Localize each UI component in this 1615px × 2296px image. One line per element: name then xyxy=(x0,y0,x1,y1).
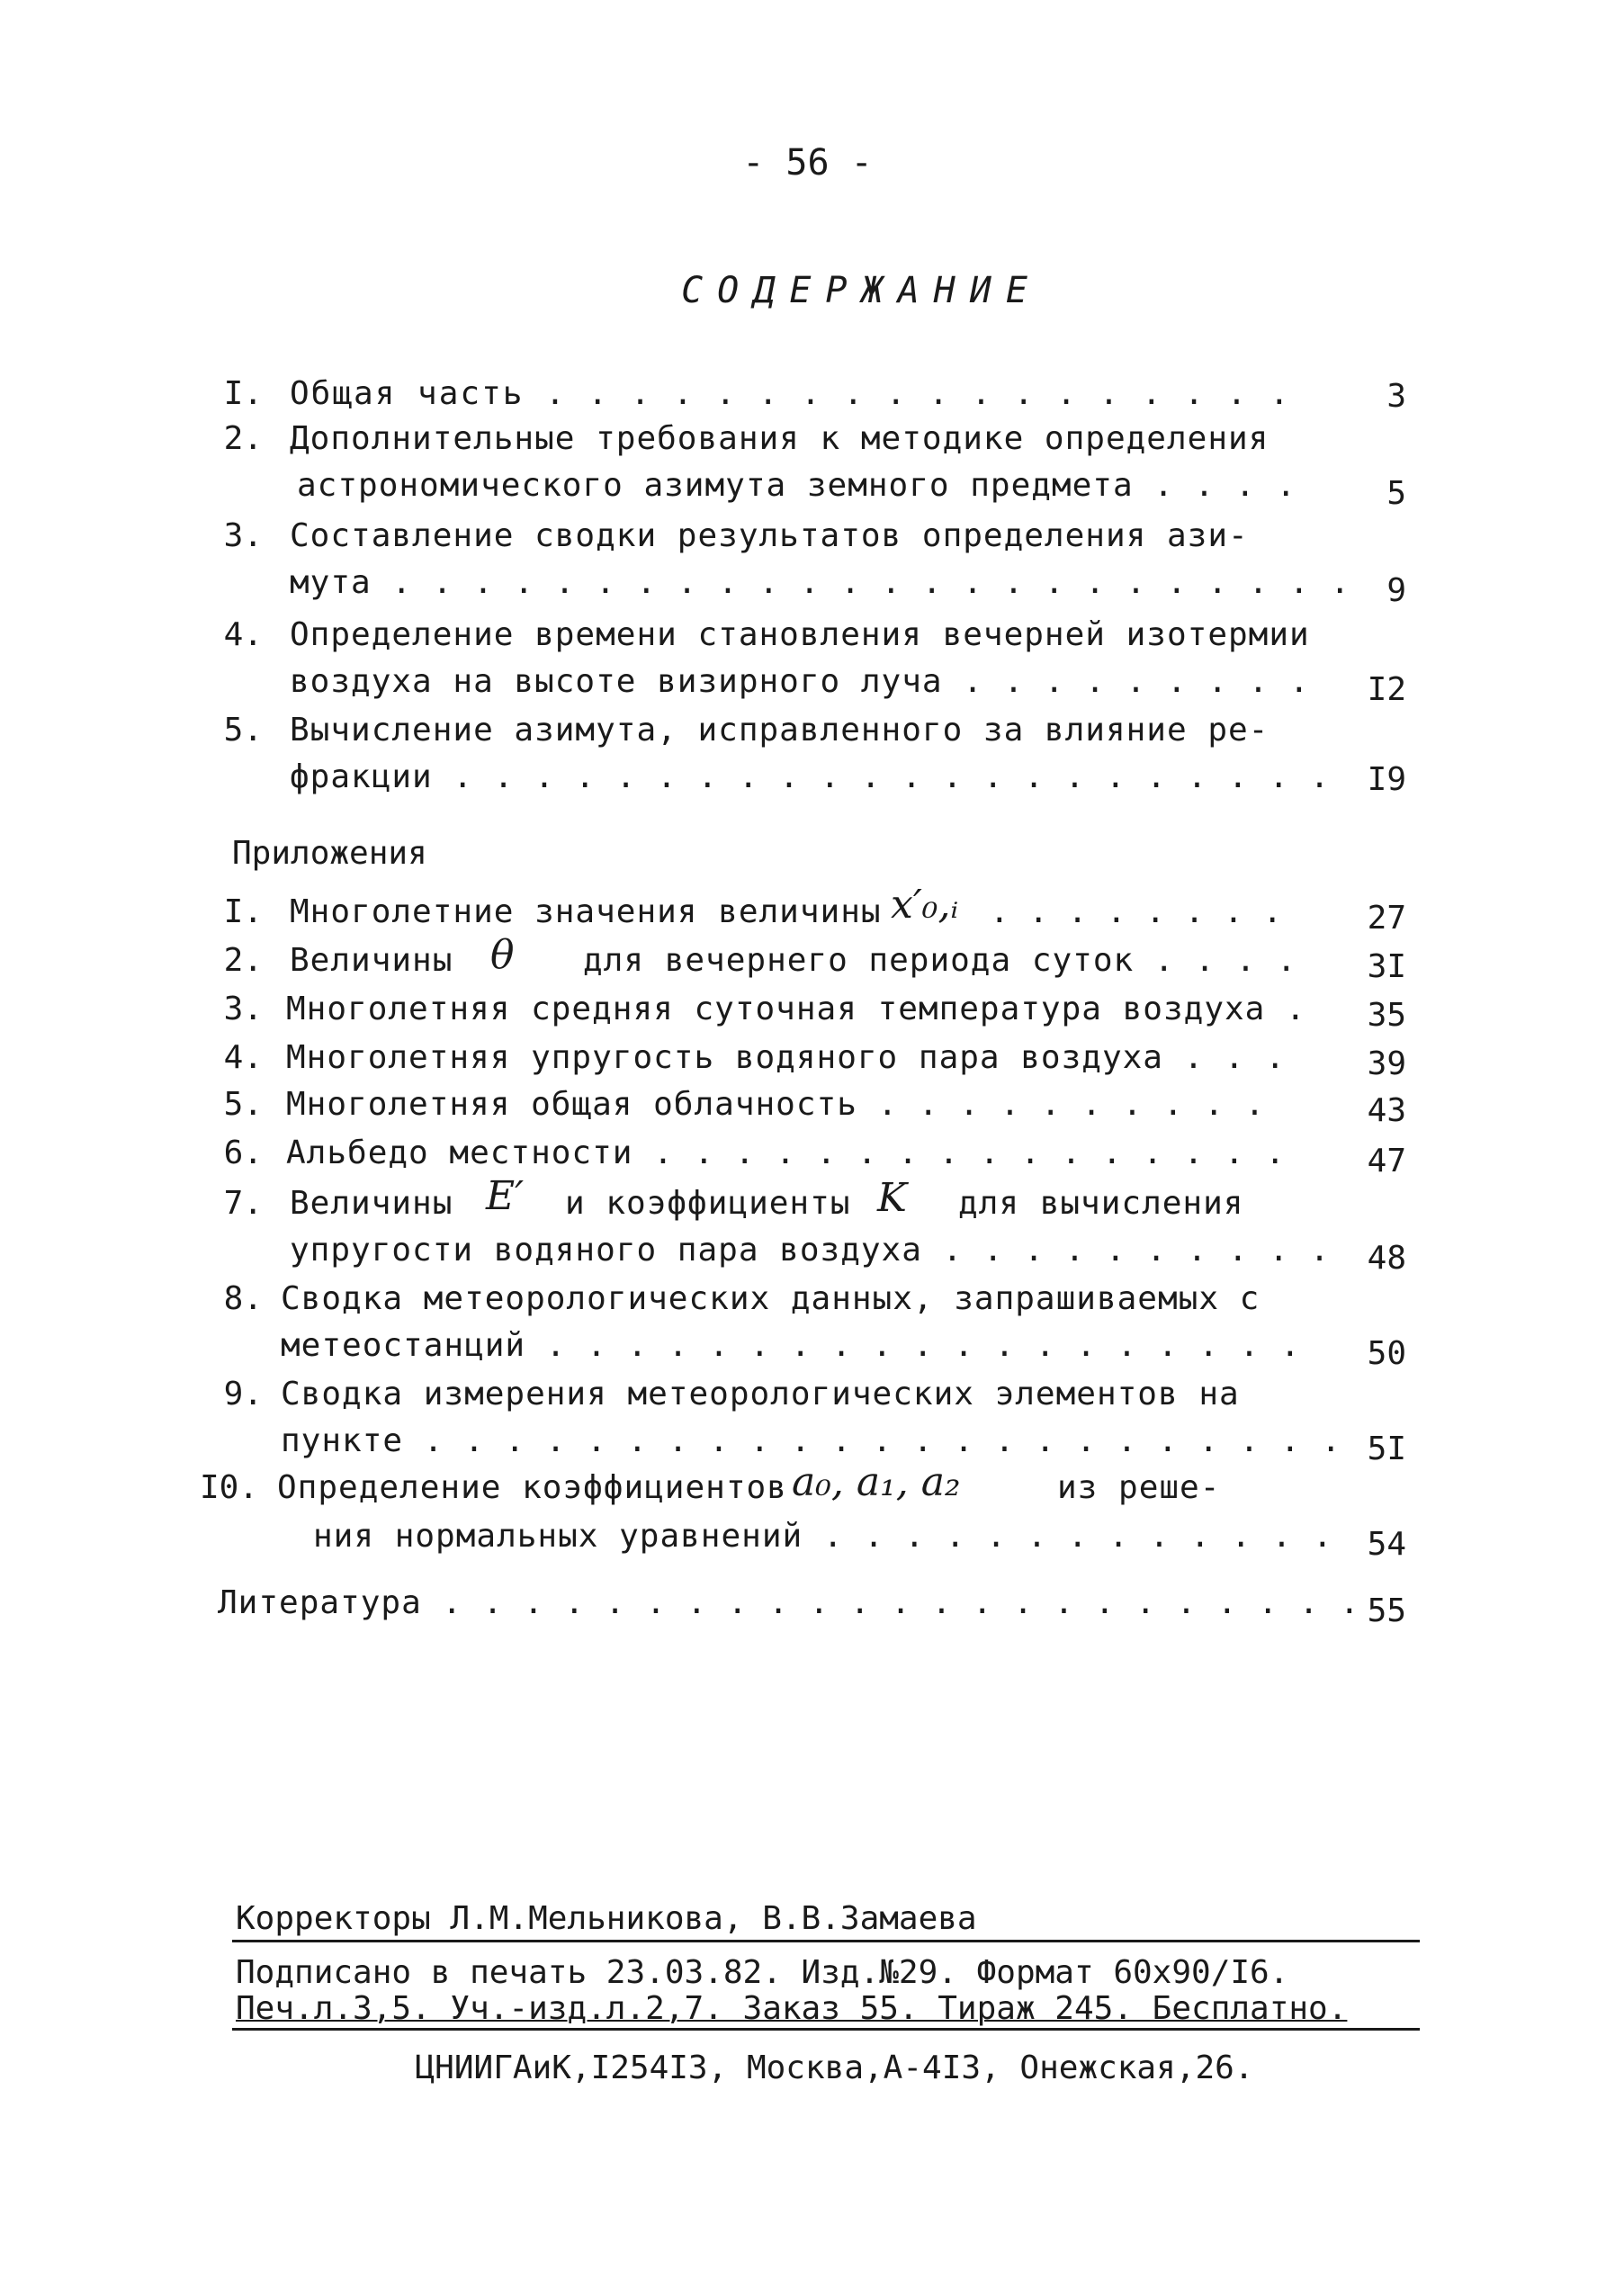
page-number: - 56 - xyxy=(742,142,873,184)
imprint-address: ЦНИИГАиК,I254I3, Москва,А-4I3, Онежская,26. xyxy=(415,2049,1254,2086)
toc-entry-number: 7. xyxy=(223,1185,263,1222)
toc-entry-page: 50 xyxy=(1367,1335,1406,1372)
toc-entry-number: 9. xyxy=(223,1376,263,1413)
toc-entry-label: для вечернего периода суток . . . . xyxy=(583,942,1297,979)
toc-entry-page: 54 xyxy=(1367,1526,1406,1563)
page-title: СОДЕРЖАНИЕ xyxy=(681,270,1042,311)
toc-entry-number: 5. xyxy=(223,1086,263,1123)
math-symbol: θ xyxy=(490,932,515,978)
toc-entry-label: пункте . . . . . . . . . . . . . . . . . . . . . . . xyxy=(281,1422,1342,1459)
toc-entry-number: 2. xyxy=(223,420,263,457)
toc-entry-label: для вычисления xyxy=(958,1185,1244,1222)
appendix-header: Приложения xyxy=(232,835,427,872)
toc-entry-number: 2. xyxy=(223,942,263,979)
toc-entry-page: I9 xyxy=(1367,761,1406,798)
toc-entry-page: 48 xyxy=(1367,1240,1406,1277)
toc-entry-number: 3. xyxy=(223,991,263,1027)
toc-entry-page: 3 xyxy=(1386,378,1406,415)
math-symbol: x′₀,ᵢ xyxy=(891,882,959,928)
toc-entry-number: 3. xyxy=(223,517,263,554)
toc-entry-page: 27 xyxy=(1367,900,1406,937)
toc-entry-label: мута . . . . . . . . . . . . . . . . . . . . . . . . xyxy=(290,564,1351,601)
toc-entry-label: Многолетние значения величины xyxy=(290,893,882,930)
toc-entry-label: Литература . . . . . . . . . . . . . . . . . . . . . . . xyxy=(218,1584,1360,1621)
toc-entry-label: Многолетняя общая облачность . . . . . . . . . . xyxy=(286,1086,1266,1123)
toc-entry-page: 39 xyxy=(1367,1045,1406,1082)
toc-entry-number: 6. xyxy=(223,1135,263,1171)
toc-entry-label: ния нормальных уравнений . . . . . . . . . . . . . xyxy=(313,1518,1333,1555)
toc-entry-label: Определение времени становления вечерней изотермии xyxy=(290,616,1310,653)
toc-entry-label: Сводка измерения метеорологических элементов на xyxy=(281,1376,1240,1413)
toc-entry-label: упругости водяного пара воздуха . . . . . . . . . . xyxy=(290,1232,1331,1269)
toc-entry-label: Альбедо местности . . . . . . . . . . . . . . . . xyxy=(286,1135,1287,1171)
math-symbol: K xyxy=(877,1175,907,1221)
imprint-line: Подписано в печать 23.03.82. Изд.№29. Формат 60х90/I6. xyxy=(236,1954,1289,1991)
toc-entry-dots: . . . . . . . . xyxy=(990,893,1283,930)
toc-entry-number: I0. xyxy=(200,1469,259,1506)
toc-entry-number: 4. xyxy=(223,1039,263,1076)
toc-entry-page: I2 xyxy=(1367,671,1406,708)
toc-entry-page: 55 xyxy=(1367,1592,1406,1629)
toc-entry-label: Составление сводки результатов определения ази- xyxy=(290,517,1249,554)
toc-entry-page: 5 xyxy=(1386,475,1406,512)
toc-entry-label: Вычисление азимута, исправленного за влияние ре- xyxy=(290,712,1270,749)
imprint-correctors: Корректоры Л.М.Мельникова, В.В.Замаева xyxy=(236,1900,977,1937)
toc-entry-number: 8. xyxy=(223,1280,263,1317)
toc-entry-label: Определение коэффициентов xyxy=(277,1469,787,1506)
toc-entry-page: 9 xyxy=(1386,572,1406,609)
math-symbol: E′ xyxy=(486,1173,525,1219)
toc-entry-label: метеостанций . . . . . . . . . . . . . . . . . . . xyxy=(281,1327,1301,1364)
toc-entry-label: Дополнительные требования к методике определения xyxy=(290,420,1270,457)
toc-entry-label: астрономического азимута земного предмета . . . . xyxy=(297,467,1297,504)
divider xyxy=(232,1940,1420,1942)
toc-entry-page: 43 xyxy=(1367,1092,1406,1129)
toc-entry-label: из реше- xyxy=(1057,1469,1221,1506)
toc-entry-label: Многолетняя упругость водяного пара воздуха . . . xyxy=(286,1039,1287,1076)
toc-entry-label: и коэффициенты xyxy=(565,1185,851,1222)
math-symbol: a₀, a₁, a₂ xyxy=(792,1459,961,1505)
toc-entry-label: фракции . . . . . . . . . . . . . . . . . . . . . . xyxy=(290,758,1331,795)
toc-entry-label: Величины xyxy=(290,1185,453,1222)
divider xyxy=(232,2028,1420,2031)
toc-entry-number: I. xyxy=(223,893,263,930)
toc-entry-number: 4. xyxy=(223,616,263,653)
imprint-line: Печ.л.3,5. Уч.-изд.л.2,7. Заказ 55. Тираж 245. Бесплатно. xyxy=(236,1990,1348,2027)
toc-entry-number: 5. xyxy=(223,712,263,749)
toc-entry-label: Сводка метеорологических данных, запрашиваемых с xyxy=(281,1280,1261,1317)
toc-entry-page: 35 xyxy=(1367,997,1406,1034)
toc-entry-label: Многолетняя средняя суточная температура воздуха . xyxy=(286,991,1306,1027)
toc-entry-page: 3I xyxy=(1367,948,1406,985)
toc-entry-page: 47 xyxy=(1367,1143,1406,1179)
toc-entry-label: Общая часть . . . . . . . . . . . . . . . . . . xyxy=(290,375,1291,412)
toc-entry-number: I. xyxy=(223,375,263,412)
toc-entry-label: Величины xyxy=(290,942,453,979)
toc-entry-page: 5I xyxy=(1367,1431,1406,1467)
toc-entry-label: воздуха на высоте визирного луча . . . . . . . . . xyxy=(290,663,1310,700)
